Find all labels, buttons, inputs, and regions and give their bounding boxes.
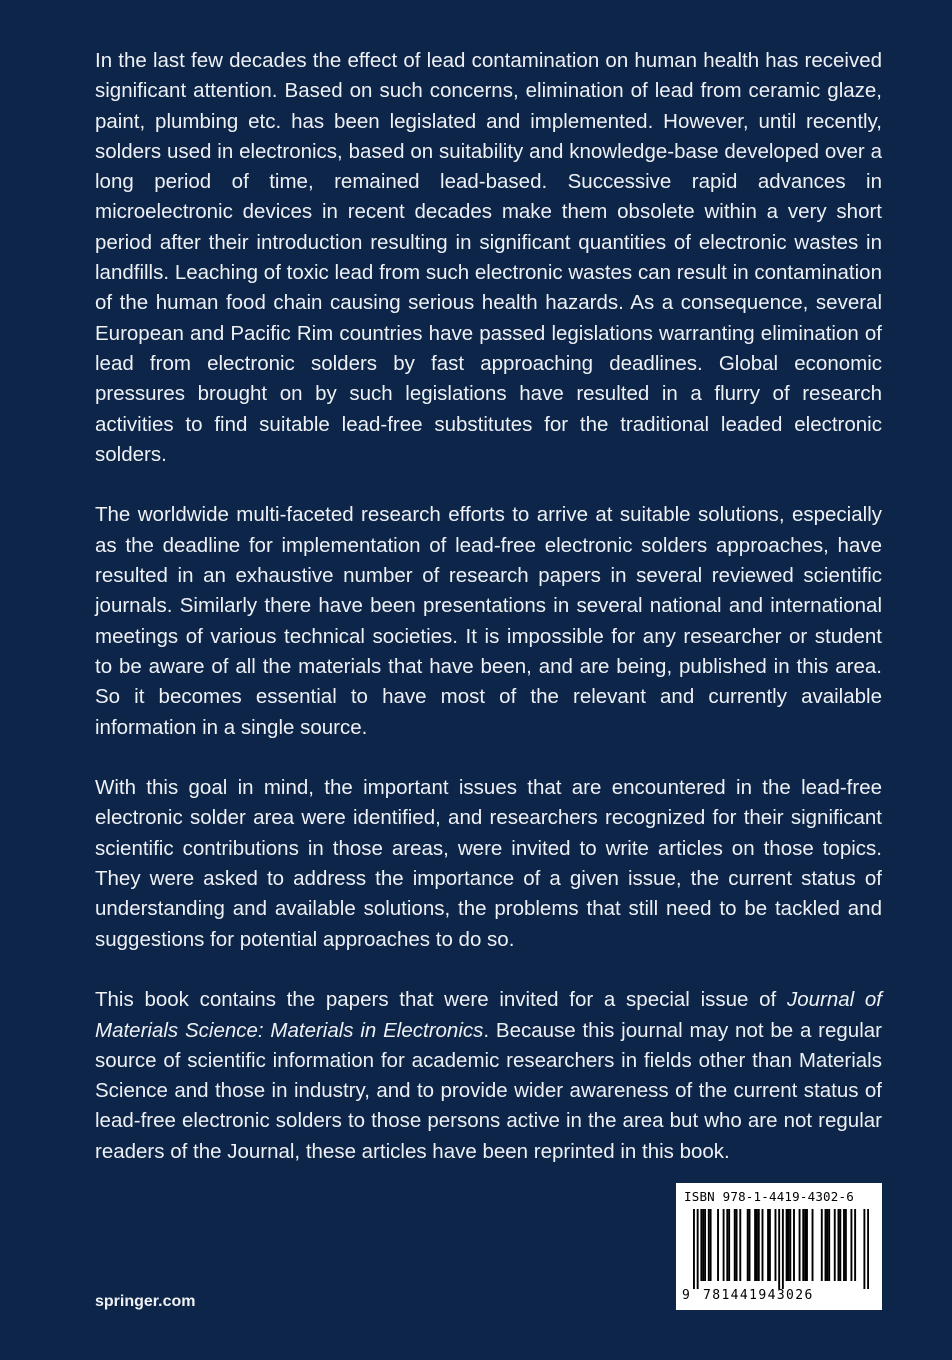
barcode-bar	[767, 1209, 769, 1281]
barcode-bar	[793, 1209, 795, 1281]
barcode-bar	[850, 1209, 852, 1281]
barcode-bar	[867, 1209, 869, 1289]
paragraph-4-intro: This book contains the papers that were invited for a special issue of	[95, 988, 787, 1012]
barcode-bar	[825, 1209, 827, 1281]
barcode-bar	[806, 1209, 808, 1281]
barcode-bar	[782, 1209, 784, 1289]
barcode-bar	[812, 1209, 814, 1281]
barcode-bar	[708, 1209, 710, 1281]
isbn-label: ISBN 978-1-4419-4302-6	[684, 1189, 854, 1204]
barcode-bar	[728, 1209, 730, 1281]
publisher-url[interactable]: springer.com	[95, 1293, 196, 1310]
barcode-bar	[843, 1209, 845, 1281]
journal-title: Journal of Materials Science: Materials in Electronics	[95, 988, 882, 1042]
barcode-bar	[754, 1209, 756, 1281]
barcode-bar	[704, 1209, 706, 1281]
isbn-barcode	[676, 1183, 882, 1310]
barcode-bar	[845, 1209, 847, 1281]
barcode-bar	[726, 1209, 728, 1281]
barcode-bar	[834, 1209, 836, 1281]
blurb-text	[95, 46, 882, 1197]
paragraph-4-rest: . Because this journal may not be a regular source of scientific information for academic researchers in fields other than Materials Science and those in industry, and to provide wider awareness of the current status of lead-free electronic solders to those persons active in the area but who are not regular readers of the Journal, these articles have been reprinted in this book.	[95, 1018, 882, 1163]
barcode-bar	[821, 1209, 823, 1281]
barcode-bar	[762, 1209, 764, 1281]
barcode-bar	[756, 1209, 758, 1281]
barcode-bar	[702, 1209, 704, 1281]
barcode-bar	[723, 1209, 725, 1281]
barcode-bar	[736, 1209, 738, 1281]
barcode-bar	[786, 1209, 788, 1281]
barcode-bar	[787, 1209, 789, 1281]
barcode-number: 781441943026	[703, 1288, 814, 1303]
barcode-bar	[749, 1209, 751, 1281]
barcode-bar	[769, 1209, 771, 1281]
barcode-bar	[778, 1209, 780, 1289]
barcode-bar	[799, 1209, 801, 1281]
barcode-bar	[804, 1209, 806, 1281]
barcode-bar	[789, 1209, 791, 1281]
barcode-bar	[826, 1209, 828, 1281]
blurb-paragraph-4	[95, 985, 882, 1167]
barcode-bar	[734, 1209, 736, 1281]
blurb-paragraph-2: The worldwide multi-faceted research efforts to arrive at suitable solutions, especially as the deadline for implementation of lead-free electronic solders approaches, have resulted in an exhaustive number of research papers in several reviewed scientific journals. Similarly there have been presentations in several national and international meetings of various technical societies. It is impossible for any researcher or student to be aware of all the materials that have been, and are being, published in this area. So it becomes essential to have most of the relevant and currently available information in a single source.	[95, 503, 882, 739]
barcode-bars-icon	[693, 1209, 869, 1289]
barcode-bar	[775, 1209, 777, 1281]
barcode-bar	[758, 1209, 760, 1281]
blurb-paragraph-3: With this goal in mind, the important issues that are encountered in the lead-free electronic solder area were identified, and researchers recognized for their significant scientific contributions in those areas, were invited to write articles on those topics. They were asked to address the importance of a given issue, the current status of understanding and available solutions, the problems that still need to be tackled and suggestions for potential approaches to do so.	[95, 776, 882, 951]
barcode-bar	[717, 1209, 719, 1281]
barcode-bar	[839, 1209, 841, 1281]
barcode-bar	[747, 1209, 749, 1281]
barcode-bar	[739, 1209, 741, 1281]
barcode-first-digit: 9	[682, 1288, 690, 1303]
barcode-bar	[802, 1209, 804, 1281]
barcode-bar	[863, 1209, 865, 1289]
barcode-bar	[693, 1209, 695, 1289]
barcode-bar	[828, 1209, 830, 1281]
blurb-paragraph-1: In the last few decades the effect of lead contamination on human health has received significant attention. Based on such concerns, elimination of lead from ceramic glaze, paint, plumbing etc. has been legislated and implemented. However, until recently, solders used in electronics, based on suitability and knowledge-base developed over a long period of time, remained lead-based. Successive rapid advances in microelectronic devices in recent decades make them obsolete within a very short period after their introduction resulting in significant quantities of electronic wastes in landfills. Leaching of toxic lead from such electronic wastes can result in contamination of the human food chain causing serious health hazards. As a consequence, several European and Pacific Rim countries have passed legislations warranting elimination of lead from electronic solders by fast approaching deadlines. Global economic pressures brought on by such legislations have resulted in a flurry of research activities to find suitable lead-free substitutes for the traditional leaded electronic solders.	[95, 49, 882, 466]
barcode-bar	[710, 1209, 712, 1281]
barcode-bar	[697, 1209, 699, 1289]
barcode-bar	[838, 1209, 840, 1281]
barcode-bar	[854, 1209, 856, 1281]
barcode-bar	[700, 1209, 702, 1281]
